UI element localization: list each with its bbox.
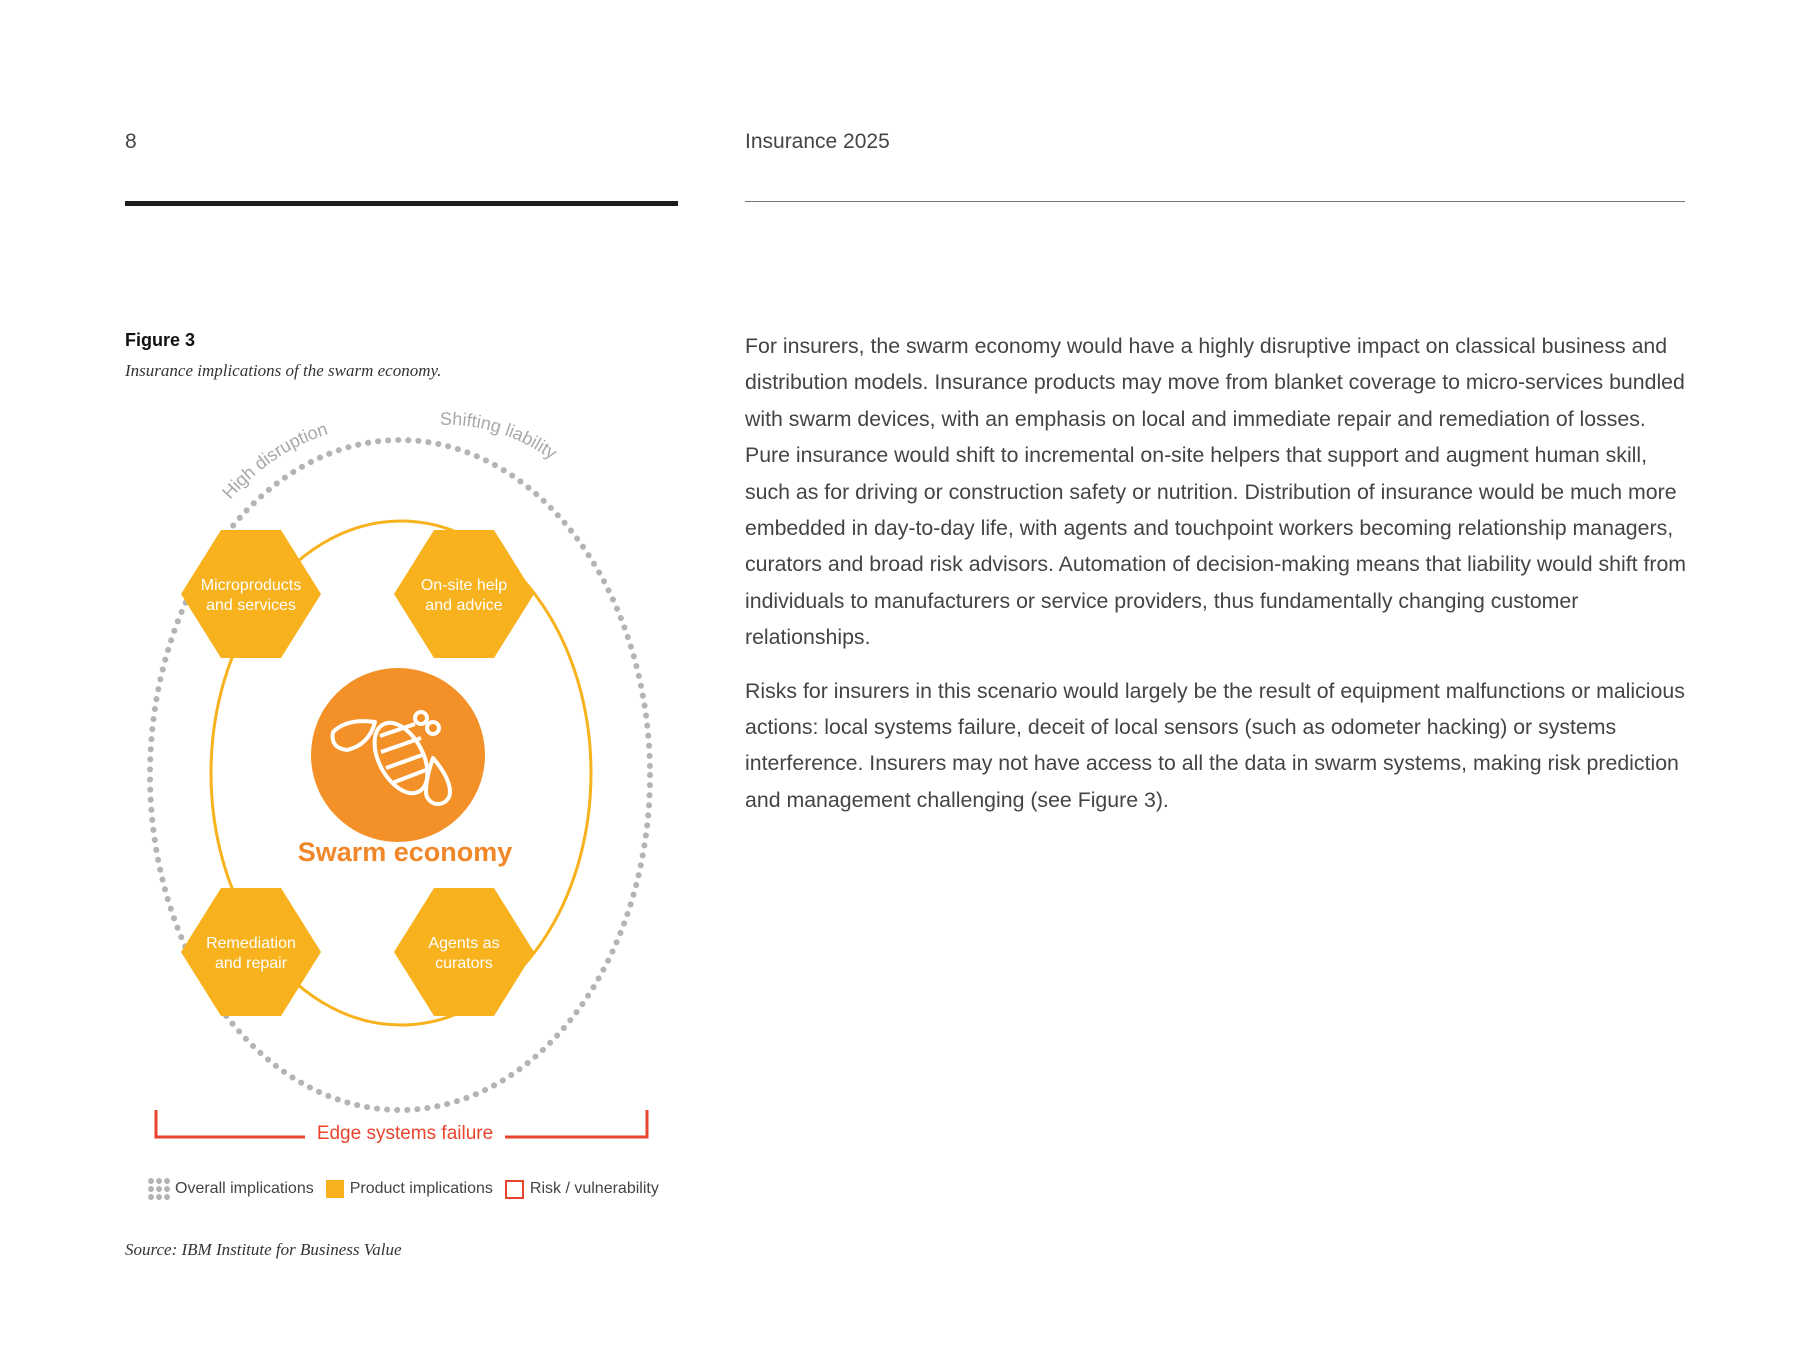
center-title: Swarm economy [297, 837, 513, 867]
figure-legend [148, 1178, 671, 1200]
legend-item-risk [505, 1180, 659, 1199]
edge-systems-failure-label: Edge systems failure [305, 1123, 505, 1145]
hexagon-label-line: and services [206, 597, 296, 614]
hexagon-label-line: curators [435, 955, 493, 972]
figure-label: Figure 3 [125, 330, 196, 350]
legend-item-overall [148, 1178, 314, 1200]
body-text [745, 328, 1690, 835]
legend-label: Risk / vulnerability [529, 1180, 659, 1197]
filled-square-icon [326, 1180, 344, 1198]
running-title: Insurance 2025 [745, 130, 890, 153]
body-paragraph: Risks for insurers in this scenario would largely be the result of equipment malfunctions or malicious actions: local systems failure, deceit of local sensors (such as odometer hacking) or systems interference. Insurers may not have access to all the data in swarm systems, making risk prediction and management challenging (see Figure 3). [745, 678, 1685, 812]
hexagon-label-bottom-right [389, 934, 539, 974]
center-circle [311, 668, 485, 842]
figure-source: Source: IBM Institute for Business Value [125, 1240, 402, 1259]
page-number: 8 [125, 130, 137, 153]
hexagon-label-line: On-site help [420, 577, 508, 594]
outline-square-icon [505, 1180, 524, 1199]
legend-item-product [326, 1180, 493, 1198]
header-rule-right [745, 201, 1685, 202]
hexagon-label-bottom-left [176, 934, 326, 974]
body-paragraph: For insurers, the swarm economy would have a highly disruptive impact on classical business and distribution models. Insurance products may move from blanket coverage to micro-services bundled with swarm devices, with an emphasis on local and immediate repair and remediation of losses. Pure insurance would shift to incremental on-site helpers that support and augment human skill, such as for driving or construction safety or nutrition. Distribution of insurance would be much more embedded in day-to-day life, with agents and touchpoint workers becoming relationship managers, curators and broad risk advisors. Automation of decision-making means that liability would shift from individuals to manufacturers or service providers, thus fundamentally changing customer relationships. [745, 334, 1687, 650]
legend-label: Overall implications [175, 1180, 314, 1197]
hexagon-label-top-right [389, 576, 539, 616]
legend-label: Product implications [349, 1180, 493, 1197]
hexagon-label-line: and repair [214, 955, 288, 972]
hexagon-label-line: Remediation [206, 935, 296, 952]
swarm-economy-diagram [125, 400, 685, 1210]
header-rule-left [125, 201, 678, 206]
dotted-square-icon [148, 1178, 170, 1200]
diagram-graphics [125, 400, 685, 1210]
hexagon-label-line: Microproducts [200, 577, 302, 594]
hexagon-label-line: and advice [425, 597, 503, 614]
arc-label-high-disruption: High disruption [218, 418, 330, 503]
hexagon-label-line: Agents as [428, 935, 500, 952]
figure-caption: Insurance implications of the swarm economy. [125, 361, 442, 380]
hexagon-label-top-left [176, 576, 326, 616]
arc-label-shifting-liability: Shifting liability [439, 408, 561, 464]
